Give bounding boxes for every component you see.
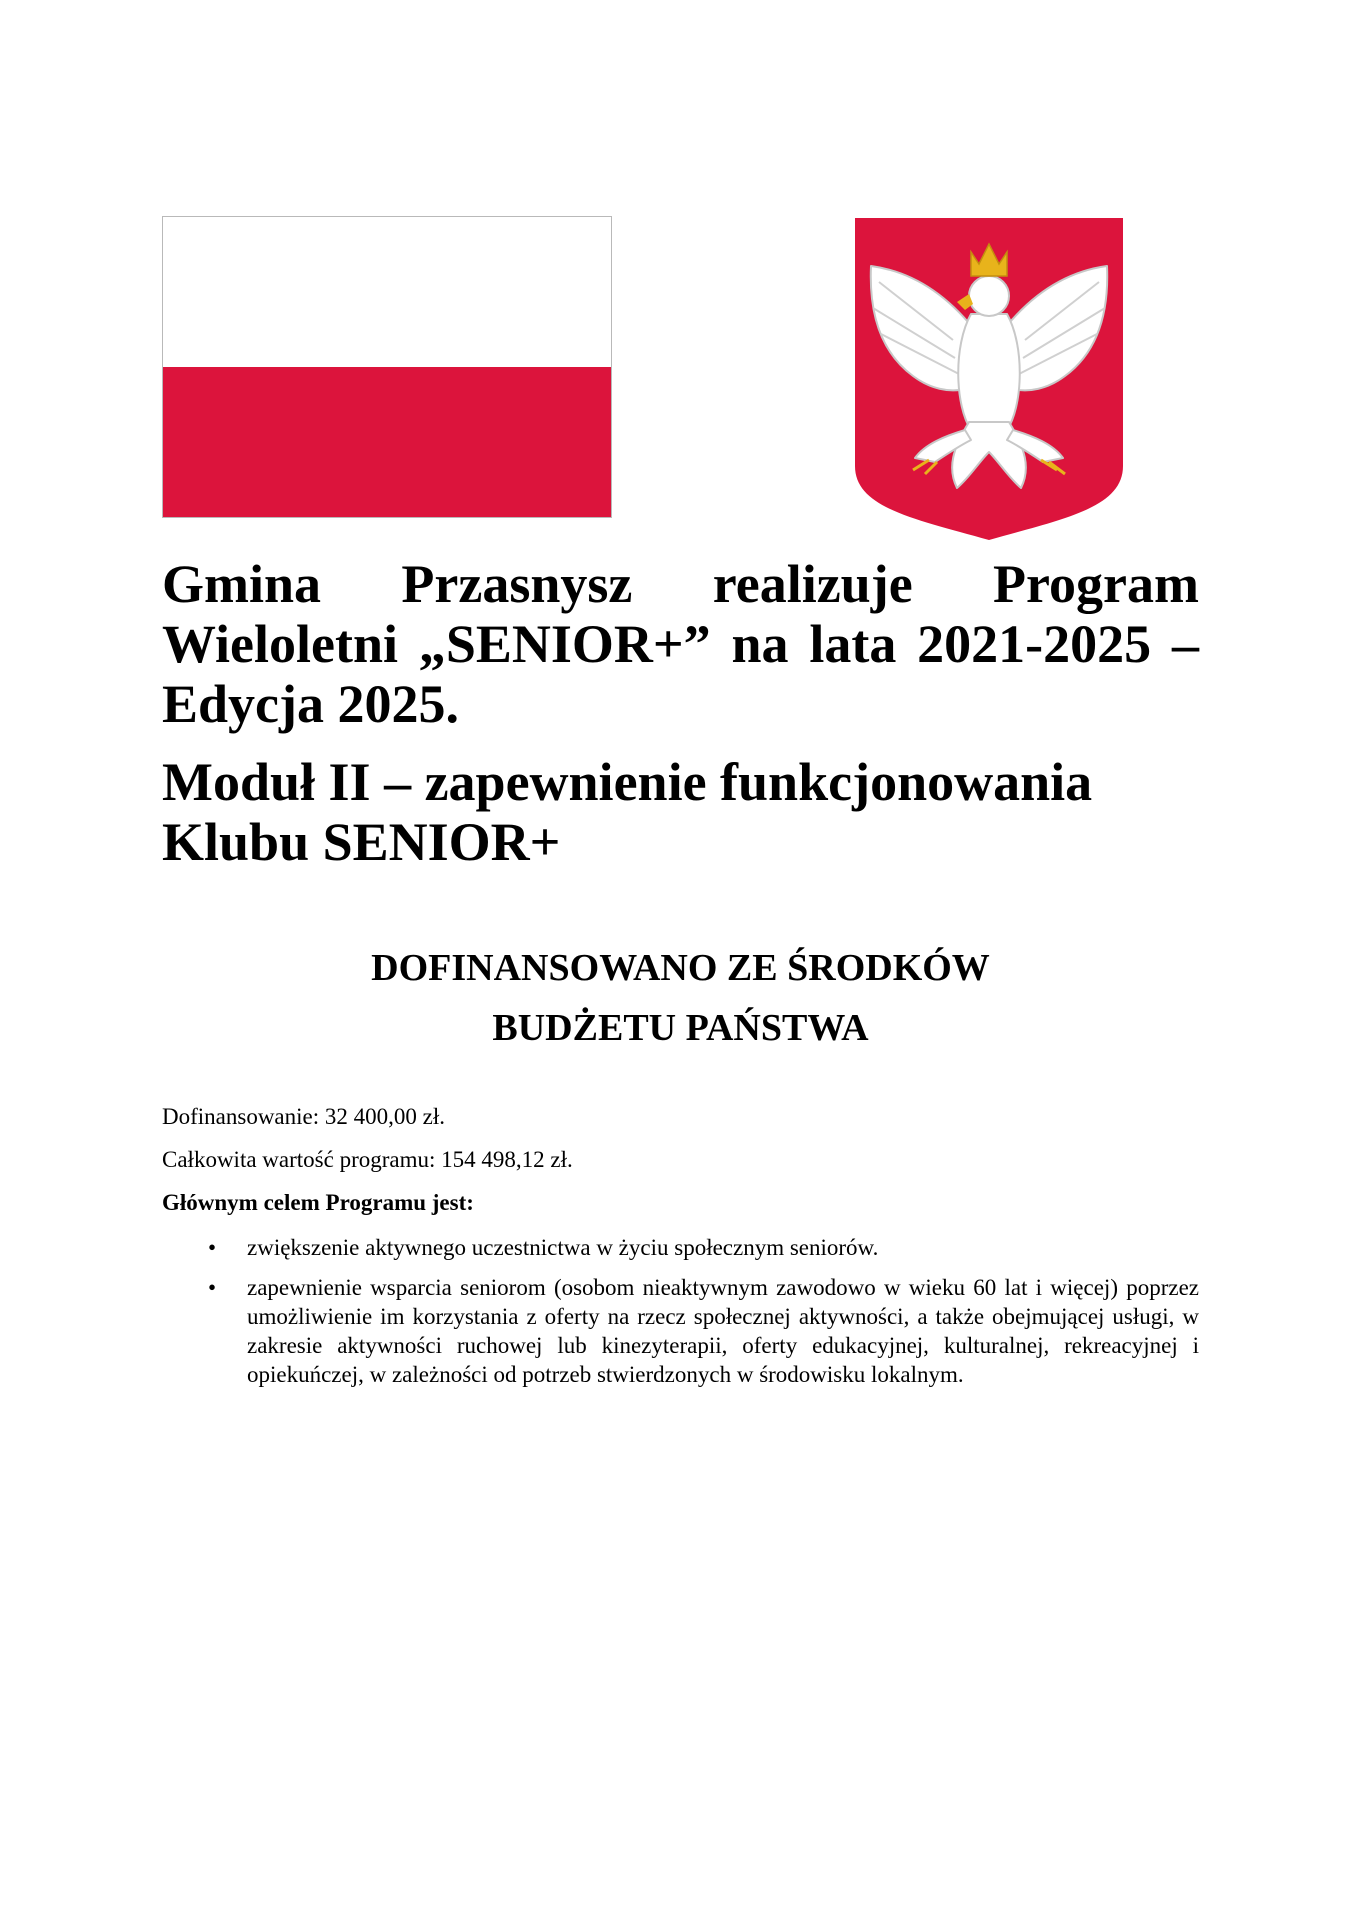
flag-white-band (163, 217, 611, 367)
funding-banner-line-1: DOFINANSOWANO ZE ŚRODKÓW (371, 947, 990, 989)
polish-eagle-emblem-icon (853, 216, 1125, 542)
goals-list (162, 1233, 1199, 1400)
bullet-icon: • (208, 1235, 217, 1260)
funding-amount: Dofinansowanie: 32 400,00 zł. (162, 1104, 445, 1129)
list-item (162, 1233, 1199, 1262)
funding-banner (162, 938, 1199, 1058)
total-program-value: Całkowita wartość programu: 154 498,12 zł. (162, 1147, 573, 1172)
list-item (162, 1273, 1199, 1389)
polish-flag (162, 216, 612, 518)
funding-banner-line-2: BUDŻETU PAŃSTWA (492, 1007, 869, 1049)
module-title: Moduł II – zapewnienie funkcjonowania Klubu SENIOR+ (162, 752, 1093, 872)
bullet-icon: • (208, 1275, 217, 1300)
goal-text: zapewnienie wsparcia seniorom (osobom nieaktywnym zawodowo w wieku 60 lat i więcej) poprzez umożliwienie im korzystania z oferty na rzecz społecznej aktywności, a także obejmującej usługi, w zakresie aktywności ruchowej lub kinezyterapii, oferty edukacyjnej, kulturalnej, rekreacyjnej i opiekuńczej, w zależności od potrzeb stwierdzonych w środowisku lokalnym. (247, 1275, 1199, 1387)
goals-heading: Głównym celem Programu jest: (162, 1190, 474, 1215)
program-title: Gmina Przasnysz realizuje Program Wieloletni „SENIOR+” na lata 2021-2025 – Edycja 2025. (162, 554, 1199, 734)
flag-red-band (163, 367, 611, 517)
goal-text: zwiększenie aktywnego uczestnictwa w życiu społecznym seniorów. (247, 1235, 879, 1260)
